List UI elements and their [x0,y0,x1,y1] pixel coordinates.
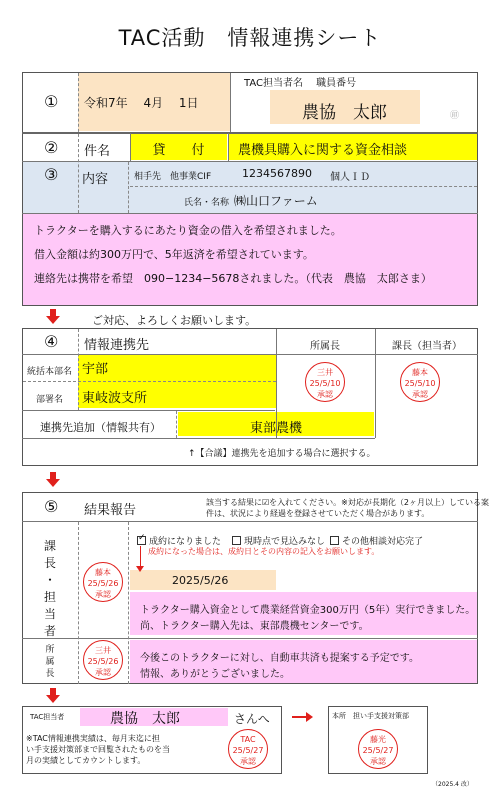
approval-stamp-manager: 三井 25/5/10 承認 [305,362,345,402]
return-note-2: い手支援対策部まで回覧されたものを当 [26,745,170,754]
approval-stamp-result-chief: 藤本 25/5/26 承認 [83,562,123,602]
content-line-3: 連絡先は携帯を希望 090−1234−5678されました。（代表 農協 太郎さま） [34,272,432,285]
option-contracted[interactable]: ✓成約になりました [137,534,221,547]
extra-label: 連携先追加（情報共有） [40,421,161,434]
seal-mark: ㊞ [450,111,460,121]
approval-stamp-result-manager: 三井 25/5/26 承認 [83,640,123,680]
branch-label: 部署名 [36,395,64,405]
approval-stamp-dept: 藤光 25/5/27 承認 [358,729,398,769]
checkbox-checked-icon[interactable] [137,536,146,545]
arrow-right-head-icon [306,712,313,722]
dept-label: 統括本部名 [27,367,73,377]
return-tac-name: 農協 太郎 [110,711,180,727]
arrow-down-icon [46,688,60,704]
counterpart-cif-label: 相手先 他事業CIF [134,172,212,182]
name-label: 氏名・名称 [184,198,230,208]
result-instruction-1: 該当する結果に☑を入れてください。※対応が長期化（2ヶ月以上）している案 [206,498,489,507]
extra-note: ↑【合議】連携先を追加する場合に選択する。 [188,449,376,459]
branch-value: 東岐波支所 [82,391,148,406]
result-label: 結果報告 [84,503,137,518]
section-1-number: ① [44,92,59,111]
return-tac-label: TAC担当者 [30,713,65,721]
form-revision: （2025.4 改） [432,781,473,788]
cif-value: 1234567890 [242,167,312,180]
result-date: 2025/5/26 [172,574,229,587]
dept-box-label: 本所 担い手支援対策部 [332,712,409,720]
section-4-number: ④ [44,332,59,351]
checkbox-icon[interactable] [232,536,241,545]
section-5-number: ⑤ [44,497,59,516]
indicator-arrow-head-icon [136,566,144,572]
return-note-3: 月の実績としてカウントします。 [26,756,146,765]
section-3-number: ③ [44,165,59,184]
contact-label: 情報連携先 [84,338,150,353]
option-no-prospect[interactable]: 現時点で見込みなし [232,534,325,547]
report-date: 令和7年 4月 1日 [84,96,199,110]
manager-label: 所属長 [310,341,340,352]
tac-staff-name: 農協 太郎 [302,103,387,123]
content-line-2: 借入金額は約300万円で、5年返済を希望されています。 [34,248,314,261]
name-value: ㈱山口ファーム [234,194,318,208]
subject-value: 農機具購入に関する資金相談 [238,143,408,158]
content-line-1: トラクターを購入するにあたり資金の借入を希望されました。 [34,224,342,237]
indicator-arrow-icon [140,546,141,568]
approval-stamp-tac: TAC 25/5/27 承認 [228,729,268,769]
chief-vertical-label: 課 長 ・ 担 当 者 [43,539,56,638]
extra-value: 東部農機 [249,421,302,436]
result-line-1: トラクター購入資金として農業経営資金300万円（5年）実行できました。 [140,605,476,616]
content-label: 内容 [82,172,109,187]
manager-vertical-label: 所 属 長 [45,645,55,679]
section-2-number: ② [44,138,59,157]
personal-id-label: 個人ＩＤ [330,172,370,183]
request-note: ご対応、よろしくお願いします。 [92,314,257,327]
option-note: 成約になった場合は、成約日とその内容の記入をお願いします。 [148,547,380,556]
return-suffix: さんへ [234,712,270,726]
option-other-complete[interactable]: その他相談対応完了 [330,534,423,547]
subject-label: 件名 [84,144,111,159]
result-line-2: 尚、トラクター購入先は、東部農機センターです。 [140,621,369,632]
approval-stamp-chief: 藤本 25/5/10 承認 [400,362,440,402]
dept-value: 宇部 [82,362,109,377]
tac-staff-label: TAC担当者名 職員番号 [244,78,357,89]
page-title: TAC活動 情報連携シート [118,26,382,50]
chief-label: 課長（担当者） [392,341,462,352]
return-note-1: ※TAC情報連携実績は、毎月末迄に担 [26,734,160,743]
arrow-down-icon [46,472,60,488]
comment-line-1: 今後このトラクターに対し、自動車共済も提案する予定です。 [140,653,419,664]
category-value: 貸 付 [152,143,205,158]
checkbox-icon[interactable] [330,536,339,545]
comment-line-2: 情報、ありがとうございました。 [140,669,290,680]
result-instruction-2: 件は、状況により経過を登録させていただく場合があります。 [206,509,430,518]
arrow-down-icon [46,309,60,325]
